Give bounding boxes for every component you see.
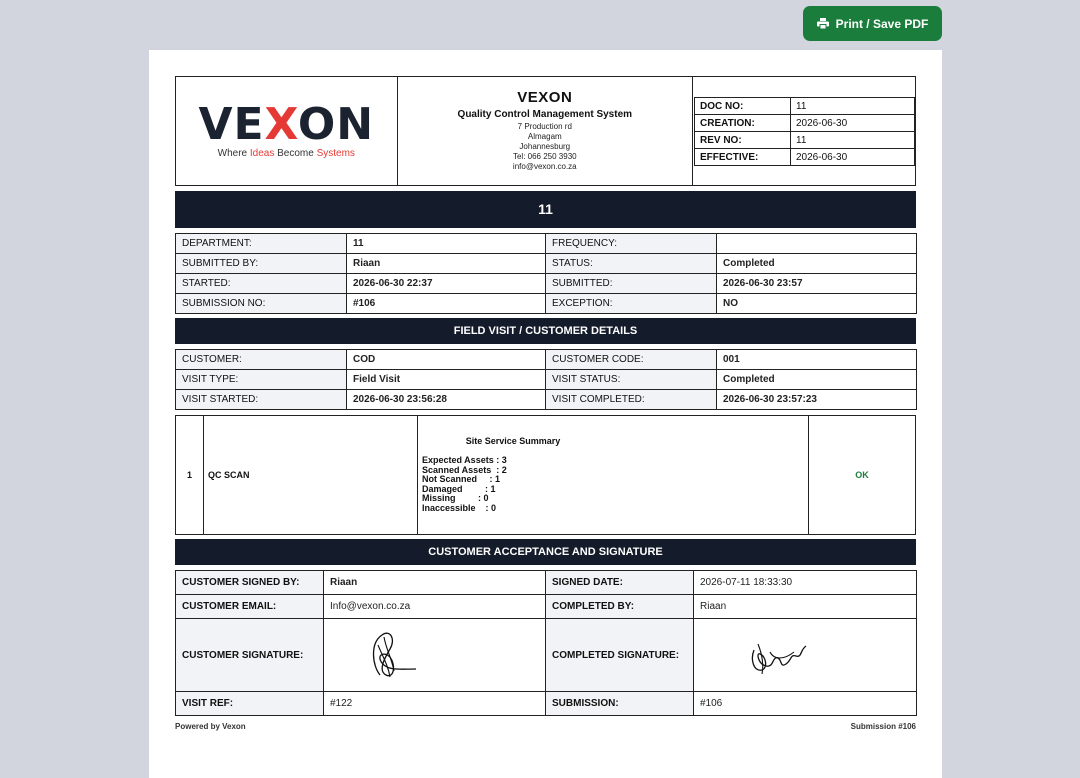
- doc-meta: [693, 77, 915, 185]
- table-row: VISIT REF: #122 SUBMISSION: #106: [176, 692, 917, 716]
- summary-line: Inaccessible : 0: [422, 502, 497, 513]
- table-row: CUSTOMER SIGNED BY: Riaan SIGNED DATE: 2026-07-11 18:33:30: [176, 571, 917, 595]
- document-footer: [175, 722, 916, 731]
- acceptance-table: [175, 570, 917, 716]
- qc-item-number: 1: [176, 416, 204, 534]
- print-save-pdf-button[interactable]: [803, 6, 942, 41]
- table-row: VISIT STARTED: 2026-06-30 23:56:28 VISIT COMPLETED: 2026-06-30 23:57:23: [176, 390, 917, 410]
- doc-meta-row: CREATION: 2026-06-30: [695, 115, 915, 132]
- table-row: DEPARTMENT: 11 FREQUENCY:: [176, 234, 917, 254]
- section-heading-field-visit: FIELD VISIT / CUSTOMER DETAILS: [175, 318, 916, 344]
- summary-title: Site Service Summary: [465, 436, 561, 446]
- qc-item-result: OK: [855, 470, 869, 480]
- qc-item-label: QC SCAN: [204, 416, 418, 534]
- completed-signature-image: [744, 630, 814, 680]
- summary-line: Expected Assets : 3: [422, 455, 507, 465]
- customer-signature-image: [360, 625, 420, 685]
- system-name: Quality Control Management System: [457, 109, 633, 120]
- table-row: CUSTOMER EMAIL: Info@vexon.co.za COMPLETED BY: Riaan: [176, 595, 917, 619]
- completed-signature-cell: [694, 619, 917, 692]
- customer-signature-cell: [324, 619, 546, 692]
- table-row: SUBMITTED BY: Riaan STATUS: Completed: [176, 254, 917, 274]
- summary-line: Scanned Assets : 2: [422, 464, 507, 475]
- footer-submission: Submission #106: [850, 722, 916, 731]
- company-logo: VEXON Where Ideas Become Systems: [176, 77, 398, 185]
- document-page: [149, 50, 942, 778]
- document-header: [175, 76, 916, 186]
- table-row: CUSTOMER SIGNATURE: COMPLETED SIGNATURE:: [176, 619, 917, 692]
- table-row: CUSTOMER: COD CUSTOMER CODE: 001: [176, 350, 917, 370]
- company-tagline: Where Ideas Become Systems: [217, 147, 355, 159]
- print-button-label: Print / Save PDF: [835, 16, 929, 31]
- document-title: 11: [175, 191, 916, 228]
- doc-meta-row: EFFECTIVE: 2026-06-30: [695, 149, 915, 166]
- summary-line: Missing : 0: [422, 493, 489, 503]
- address-line: Almagam: [527, 132, 562, 141]
- doc-meta-row: REV NO: 11: [695, 132, 915, 149]
- company-info: [398, 77, 693, 185]
- printer-icon: [817, 18, 829, 29]
- table-row: SUBMISSION NO: #106 EXCEPTION: NO: [176, 294, 917, 314]
- address-line: 7 Production rd: [517, 122, 572, 131]
- field-visit-table: [175, 349, 917, 410]
- company-name: VEXON: [517, 89, 573, 106]
- summary-line: Not Scanned : 1: [422, 474, 501, 484]
- qc-item-summary: [418, 416, 809, 534]
- table-row: STARTED: 2026-06-30 22:37 SUBMITTED: 2026-06-30 23:57: [176, 274, 917, 294]
- address-line: Johannesburg: [519, 142, 571, 151]
- qc-item-row: [175, 415, 916, 535]
- table-row: VISIT TYPE: Field Visit VISIT STATUS: Completed: [176, 370, 917, 390]
- footer-powered-by: Powered by Vexon: [175, 722, 246, 731]
- company-email: info@vexon.co.za: [512, 162, 577, 171]
- section-heading-acceptance: CUSTOMER ACCEPTANCE AND SIGNATURE: [175, 539, 916, 565]
- company-phone: Tel: 066 250 3930: [512, 152, 577, 161]
- details-table: [175, 233, 917, 314]
- summary-line: Damaged : 1: [422, 483, 496, 494]
- doc-meta-row: DOC NO: 11: [695, 98, 915, 115]
